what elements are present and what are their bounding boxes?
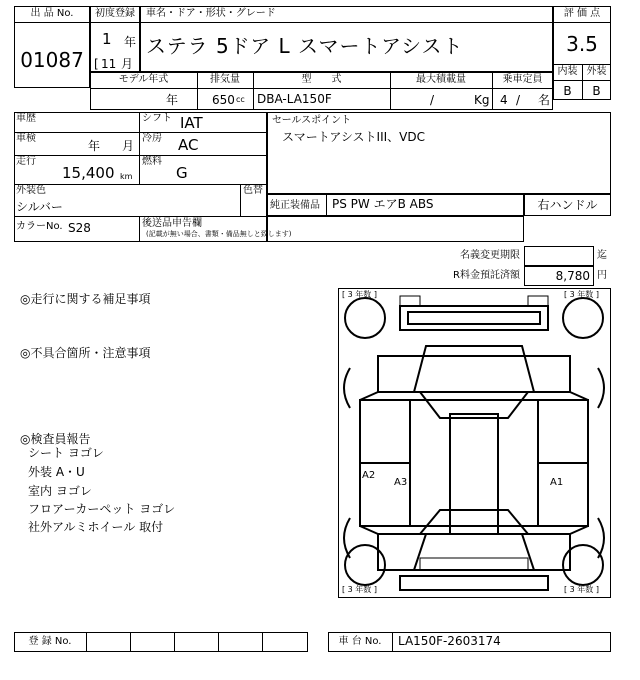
name-change-unit: 迄 <box>597 250 607 261</box>
displacement-value: 650 <box>212 93 235 107</box>
car-outline <box>338 288 611 598</box>
car-name: ステラ 5ドア L スマートアシスト <box>146 34 464 58</box>
defects-title: ◎不具合箇所・注意事項 <box>20 346 151 360</box>
divider <box>392 632 393 652</box>
first-reg-year: 1 <box>102 30 112 48</box>
max-load-slash: / <box>430 93 435 107</box>
inspector-line: 社外アルミホイール 取付 <box>28 520 164 534</box>
capacity-unit: 名 <box>538 93 551 107</box>
divider <box>140 22 553 23</box>
capacity-label: 乗車定員 <box>502 74 543 85</box>
capacity-slash: / <box>516 93 521 107</box>
empty-box <box>267 216 524 242</box>
divider <box>174 632 175 652</box>
recycle-label: R料金預託済額 <box>453 270 520 281</box>
shift-label: シフト <box>142 113 172 124</box>
damage-mark-a1: A1 <box>550 477 564 488</box>
capacity-value: 4 <box>500 93 508 107</box>
aircon-label: 冷房 <box>142 133 162 144</box>
recycle-value: 8,780 <box>555 269 590 283</box>
aircon-value: AC <box>178 136 199 154</box>
inspector-line: フロアーカーペット ヨゴレ <box>28 502 176 516</box>
ext-color-value: シルバー <box>16 200 63 214</box>
model-year-unit: 年 <box>166 93 179 107</box>
name-change-box <box>524 246 594 266</box>
name-change-label: 名義変更期限 <box>460 250 520 261</box>
driving-remarks-title: ◎走行に関する補足事項 <box>20 292 151 306</box>
equipment-value: PS PW エアB ABS <box>332 197 434 211</box>
inspector-line: シート ヨゴレ <box>28 446 104 460</box>
displacement-unit: cc <box>236 95 245 104</box>
divider <box>14 155 267 156</box>
car-damage-diagram <box>338 288 611 598</box>
fuel-label: 燃料 <box>142 156 162 167</box>
chassis-label: 車 台 No. <box>338 636 382 647</box>
exterior-grade: B <box>592 84 601 98</box>
divider <box>139 216 140 242</box>
recycle-unit: 円 <box>597 270 607 281</box>
shift-value: IAT <box>180 114 203 132</box>
model-year-label: モデル年式 <box>118 74 169 85</box>
lot-number: 01087 <box>20 48 84 72</box>
lot-label: 出 品 No. <box>30 8 74 19</box>
month-unit: 月 <box>121 57 134 71</box>
fuel-value: G <box>176 164 188 182</box>
divider <box>86 632 87 652</box>
divider <box>262 632 263 652</box>
divider <box>326 194 327 216</box>
chassis-value: LA150F-2603174 <box>398 634 501 648</box>
type-value: DBA-LA150F <box>257 92 332 106</box>
inspection-month-unit: 月 <box>122 139 135 153</box>
divider <box>14 216 267 217</box>
damage-mark-a2: A2 <box>362 470 376 481</box>
divider <box>139 112 140 184</box>
history-label: 車歴 <box>16 113 36 124</box>
interior-grade: B <box>563 84 572 98</box>
corner-label-tl: [ 3 年数 ] <box>342 290 377 299</box>
score-label: 評 価 点 <box>563 8 601 19</box>
ext-color-label: 外装色 <box>16 185 46 196</box>
sales-point-label: セールスポイント <box>272 115 352 126</box>
score-value: 3.5 <box>566 32 598 56</box>
type-label: 型 式 <box>301 74 342 85</box>
exterior-label: 外装 <box>586 66 607 77</box>
divider <box>14 132 267 133</box>
mileage-value: 15,400 <box>62 164 115 182</box>
color-no-value: S28 <box>68 221 91 235</box>
month-bracket: [ <box>94 57 99 71</box>
divider <box>130 632 131 652</box>
divider <box>90 88 553 89</box>
reg-no-label: 登 録 No. <box>28 636 72 647</box>
post-doc-label: 後送品申告欄 <box>142 218 202 229</box>
damage-mark-a3: A3 <box>394 477 408 488</box>
divider <box>240 184 241 216</box>
divider <box>14 22 90 23</box>
mileage-label: 走行 <box>16 156 36 167</box>
post-doc-note: (記載が無い場合、書類・備品無しと致します) <box>146 230 292 238</box>
max-load-unit: Kg <box>474 93 490 107</box>
inspection-label: 車検 <box>16 133 36 144</box>
divider <box>90 22 140 23</box>
inspector-line: 室内 ヨゴレ <box>28 484 92 498</box>
inspector-line: 外装 A・U <box>28 465 85 479</box>
max-load-label: 最大積載量 <box>416 74 466 85</box>
divider <box>14 184 267 185</box>
car-name-label: 車名・ドア・形状・グレード <box>146 8 276 19</box>
inspection-year-unit: 年 <box>88 139 101 153</box>
interior-label: 内装 <box>557 66 578 77</box>
divider <box>218 632 219 652</box>
equipment-label: 純正装備品 <box>270 200 320 211</box>
inspector-title: ◎検査員報告 <box>20 432 91 446</box>
mileage-unit: km <box>120 172 133 181</box>
first-reg-label: 初度登録 <box>95 8 135 19</box>
corner-label-tr: [ 3 年数 ] <box>564 290 599 299</box>
handle-value: 右ハンドル <box>537 198 598 212</box>
color-change-label: 色替 <box>243 185 263 196</box>
corner-label-bl: [ 3 年数 ] <box>342 585 377 594</box>
color-no-label: カラーNo. <box>16 221 63 232</box>
sales-point-text: スマートアシストIII、VDC <box>282 130 426 144</box>
corner-label-br: [ 3 年数 ] <box>564 585 599 594</box>
divider <box>553 22 611 23</box>
year-unit: 年 <box>124 35 137 49</box>
first-reg-month: 11 <box>101 57 117 71</box>
displacement-label: 排気量 <box>210 74 240 85</box>
